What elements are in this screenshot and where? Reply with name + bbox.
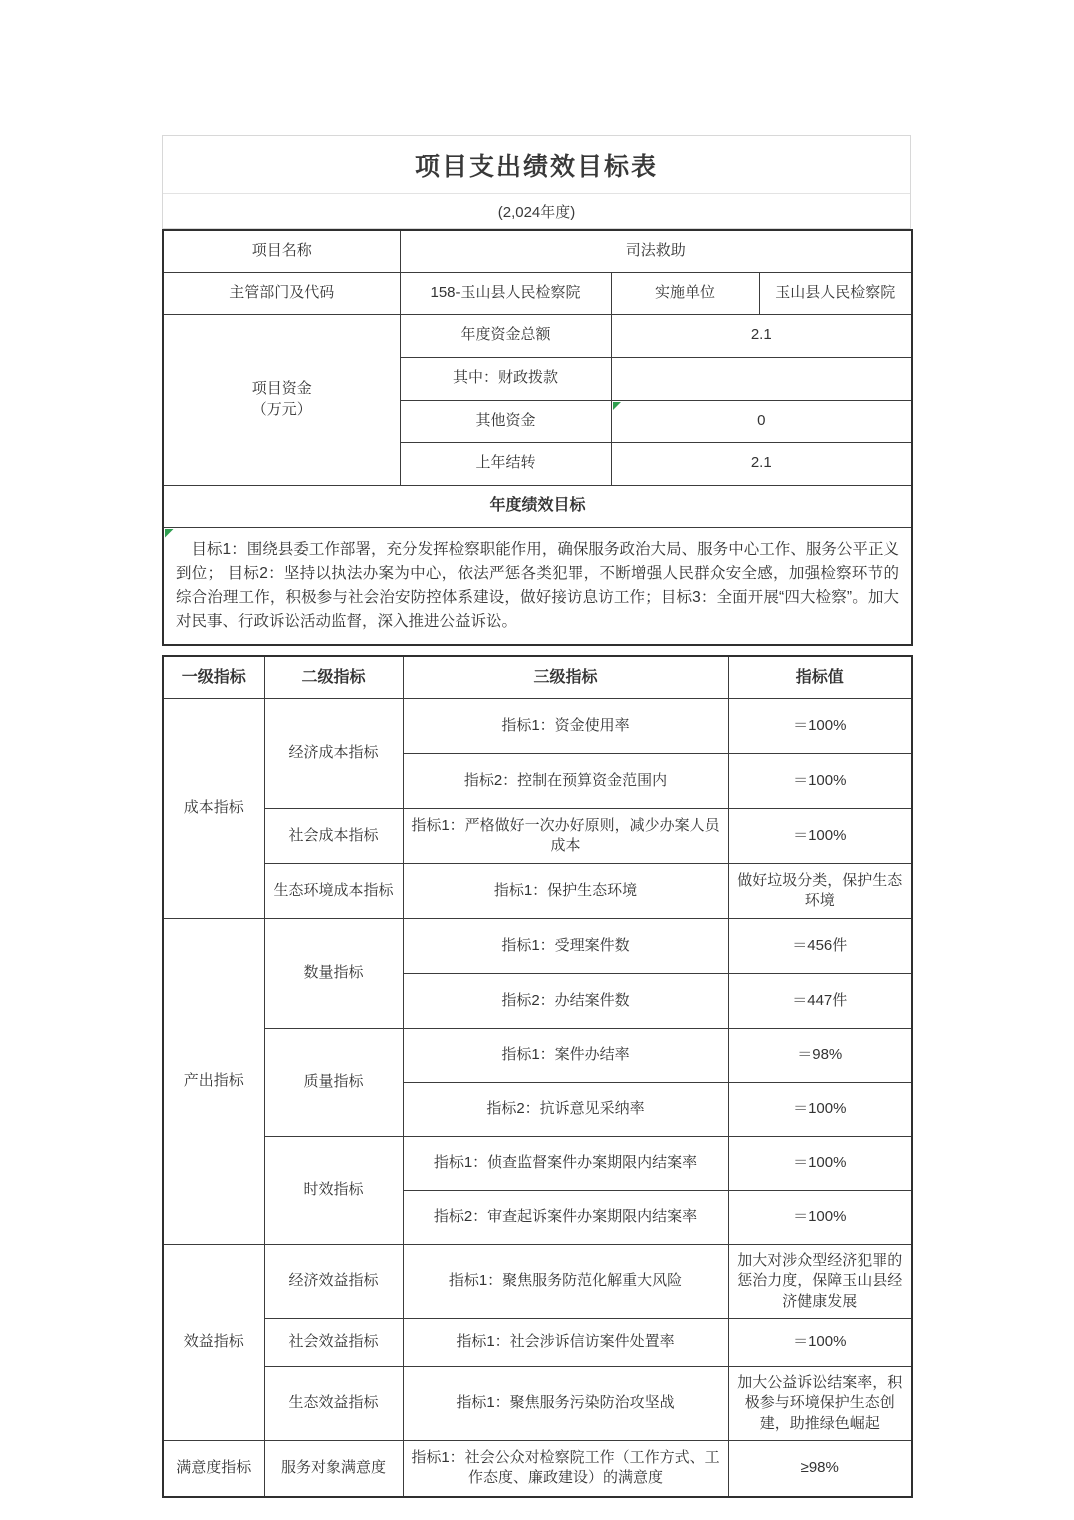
level2-cell: 生态环境成本指标 [264,864,403,919]
project-name-label: 项目名称 [163,230,400,272]
level1-cell: 成本指标 [163,699,264,919]
fund-row-value-text: 0 [757,411,766,429]
project-name-value: 司法救助 [400,230,912,272]
fund-row-value [611,357,912,400]
header-level2: 二级指标 [264,656,403,699]
basic-info-table [162,229,913,646]
level2-cell: 社会效益指标 [264,1319,403,1367]
annual-goal-text-content: 目标1：围绕县委工作部署，充分发挥检察职能作用，确保服务政治大局、服务中心工作、服务公平正义到位； 目标2：坚持以执法办案为中心，依法严惩各类犯罪，不断增强人民群众安全感，加强检察环节的综合治理工作，积极参与社会治安防控体系建设，做好接访息访工作；目标3：全面开展“四大检察”。加大对民事、行政诉讼活动监督，深入推进公益诉讼。 [176,540,899,630]
indicator-cell: 指标1：严格做好一次办好原则，减少办案人员成本 [403,809,728,864]
value-cell: ≥98% [728,1441,912,1497]
value-cell: ＝100% [728,809,912,864]
level2-cell: 经济成本指标 [264,699,403,809]
level2-cell: 社会成本指标 [264,809,403,864]
indicator-cell: 指标2：办结案件数 [403,974,728,1029]
value-cell: ＝98% [728,1029,912,1083]
value-cell: ＝100% [728,754,912,809]
funds-label-line2: （万元） [251,400,312,418]
department-value: 158-玉山县人民检察院 [400,272,611,314]
page-title: 项目支出绩效目标表 [163,136,910,194]
value-cell: ＝100% [728,1137,912,1191]
fund-row-value: 2.1 [611,442,912,485]
level2-cell: 经济效益指标 [264,1245,403,1319]
page-subtitle: (2,024年度) [497,203,576,221]
indicator-cell: 指标1：案件办结率 [403,1029,728,1083]
level2-cell: 生态效益指标 [264,1367,403,1441]
indicator-cell: 指标1：社会涉诉信访案件处置率 [403,1319,728,1367]
indicator-cell: 指标1：聚焦服务污染防治攻坚战 [403,1367,728,1441]
indicator-cell: 指标1：社会公众对检察院工作（工作方式、工作态度、廉政建设）的满意度 [403,1441,728,1497]
value-cell: ＝100% [728,1083,912,1137]
fund-row-label: 上年结转 [400,442,611,485]
level1-cell: 产出指标 [163,919,264,1245]
annual-goal-text [163,527,912,645]
level2-cell: 数量指标 [264,919,403,1029]
header-level3: 三级指标 [403,656,728,699]
value-cell: ＝100% [728,1191,912,1245]
value-cell: 加大对涉众型经济犯罪的惩治力度，保障玉山县经济健康发展 [728,1245,912,1319]
error-marker-icon [613,402,622,411]
fund-row-value [611,400,912,442]
level2-cell: 质量指标 [264,1029,403,1137]
value-cell: ＝447件 [728,974,912,1029]
fund-row-value: 2.1 [611,314,912,357]
value-cell: ＝100% [728,699,912,754]
indicator-cell: 指标1：侦查监督案件办案期限内结案率 [403,1137,728,1191]
indicator-table [162,655,913,1498]
value-cell: 做好垃圾分类，保护生态环境 [728,864,912,919]
funds-label [163,314,400,485]
indicator-cell: 指标2：审查起诉案件办案期限内结案率 [403,1191,728,1245]
error-marker-icon [165,529,174,538]
department-label: 主管部门及代码 [163,272,400,314]
level1-cell: 满意度指标 [163,1441,264,1497]
indicator-cell: 指标2：抗诉意见采纳率 [403,1083,728,1137]
unit-value: 玉山县人民检察院 [759,272,912,314]
indicator-cell: 指标2：控制在预算资金范围内 [403,754,728,809]
fund-row-label: 其中：财政拨款 [400,357,611,400]
level2-cell: 时效指标 [264,1137,403,1245]
indicator-cell: 指标1：保护生态环境 [403,864,728,919]
indicator-cell: 指标1：聚焦服务防范化解重大风险 [403,1245,728,1319]
unit-label: 实施单位 [611,272,759,314]
header-level1: 一级指标 [163,656,264,699]
level1-cell: 效益指标 [163,1245,264,1441]
title-block [162,135,911,229]
header-value: 指标值 [728,656,912,699]
value-cell: ＝456件 [728,919,912,974]
value-cell: 加大公益诉讼结案率，积极参与环境保护生态创建，助推绿色崛起 [728,1367,912,1441]
annual-goal-header: 年度绩效目标 [163,485,912,527]
level2-cell: 服务对象满意度 [264,1441,403,1497]
fund-row-label: 年度资金总额 [400,314,611,357]
fund-row-label: 其他资金 [400,400,611,442]
value-cell: ＝100% [728,1319,912,1367]
funds-label-line1: 项目资金 [251,380,312,398]
performance-target-sheet [162,135,911,1498]
indicator-cell: 指标1：受理案件数 [403,919,728,974]
indicator-cell: 指标1：资金使用率 [403,699,728,754]
